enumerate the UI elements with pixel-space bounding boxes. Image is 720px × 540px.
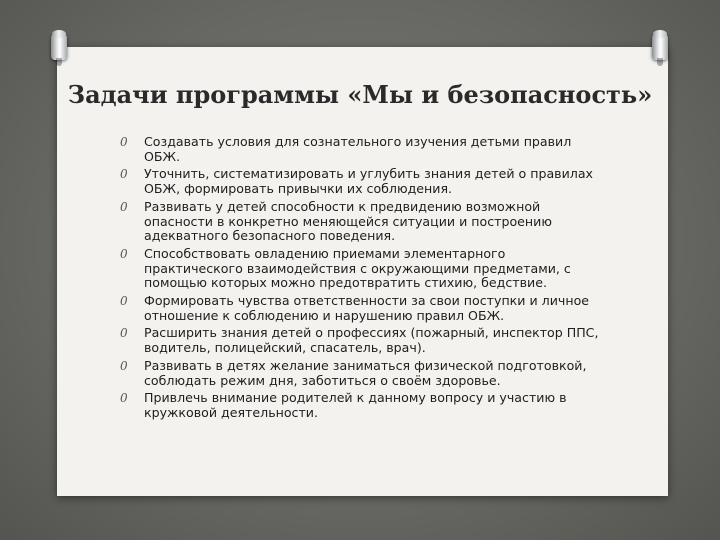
list-item [120, 326, 600, 355]
list-item [120, 359, 600, 388]
list-item [120, 200, 600, 244]
list-item [120, 294, 600, 323]
list-item-text: Развивать в детях желание заниматься физической подготовкой, соблюдать режим дня, заботиться о своём здоровье. [144, 357, 587, 388]
pushpin-icon [51, 34, 67, 60]
slide-title: Задачи программы «Мы и безопасность» [67, 80, 653, 109]
list-item-text: Создавать условия для сознательного изучения детьми правил ОБЖ. [144, 134, 572, 164]
list-item-text: Уточнить, систематизировать и углубить знания детей о правилах ОБЖ, формировать привычки их соблюдения. [144, 166, 594, 197]
list-item-text: Формировать чувства ответственности за свои поступки и личное отношение к соблюдению и нарушению правил ОБЖ. [144, 293, 590, 323]
bullet-icon: 0 [120, 199, 128, 214]
list-item [120, 391, 600, 420]
bullet-icon: 0 [120, 294, 128, 309]
bullet-icon: 0 [120, 135, 128, 149]
task-list [120, 135, 600, 424]
list-item-text: Привлечь внимание родителей к данному вопросу и участию в кружковой деятельности. [144, 390, 567, 420]
list-item [120, 167, 600, 196]
bullet-icon: 0 [120, 326, 128, 341]
pushpin-icon [652, 34, 668, 60]
list-item-text: Расширить знания детей о профессиях (пожарный, инспектор ППС, водитель, полицейский, спасатель, врач). [144, 325, 599, 356]
bullet-icon: 0 [120, 391, 128, 406]
list-item [120, 135, 600, 164]
bullet-icon: 0 [120, 358, 128, 373]
bullet-icon: 0 [120, 167, 128, 182]
list-item-text: Развивать у детей способности к предвидению возможной опасности в конкретно меняющейся ситуации и построению адекватного безопасного поведения. [144, 198, 552, 244]
list-item [120, 247, 600, 291]
list-item-text: Способствовать овладению приемами элементарного практического взаимодействия с окружающими предметами, с помощью которых можно предотвратить стихию, бедствие. [144, 245, 571, 291]
bullet-icon: 0 [120, 246, 128, 261]
